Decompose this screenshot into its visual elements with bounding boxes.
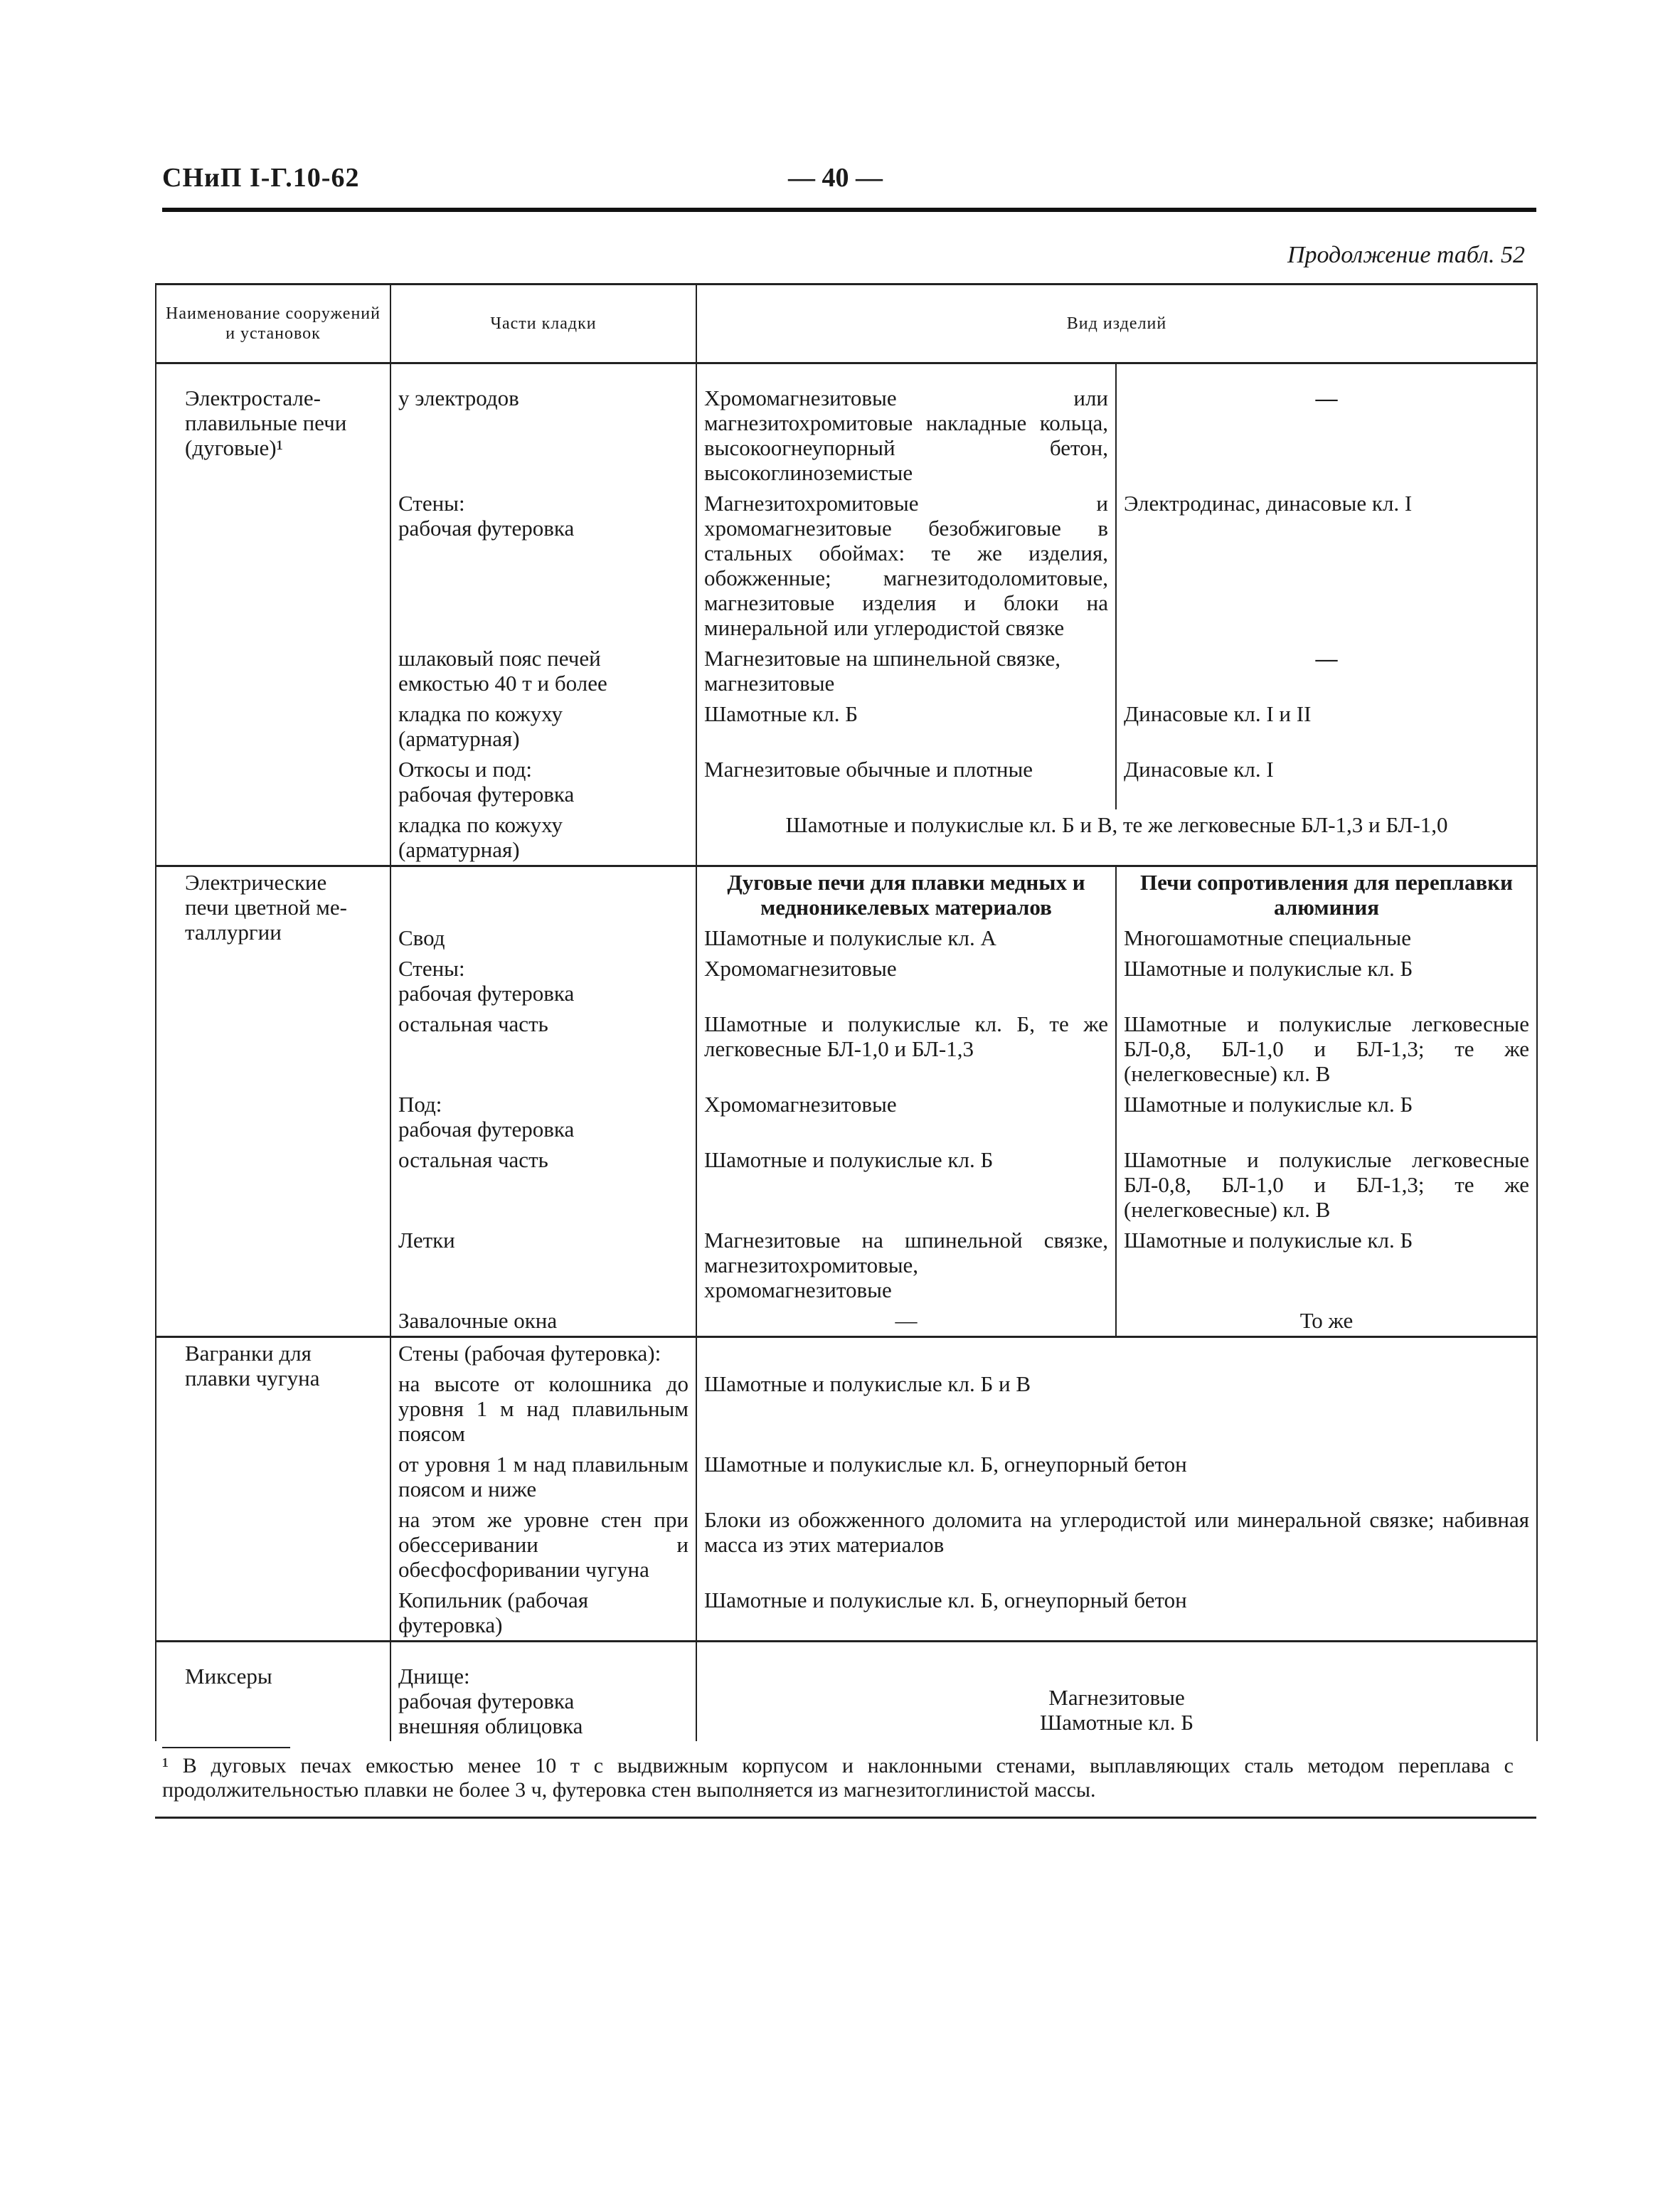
product-cell: — [696,1305,1116,1337]
masonry-part: у электродов [390,363,696,489]
page-header [162,162,1536,205]
product-cell: Шамотные и полукислые легковесные БЛ-0,8, БЛ-1,0 и БЛ-1,3; те же (нелегковесные) кл. В [1116,1009,1537,1089]
masonry-part: Стены: рабочая футеровка [390,953,696,1009]
footnote: ¹ В дуговых печах емкостью менее 10 т с выдвижным корпусом и наклонными стенами, выплавляющих сталь методом переплава с продолжительностью плавки не более 3 ч, футеровка стен выполняется из магнезитоглинистой массы. [162,1754,1514,1802]
masonry-part [390,866,696,923]
column-header-name: Наименование сооружений и установок [156,285,390,363]
subheader-resistance-furnaces: Печи сопротивления для переплавки алюминия [1116,866,1537,923]
column-header-products: Вид изделий [696,285,1537,363]
table-row [156,1337,1537,1369]
masonry-part: на этом же уровне стен при обессеривании и обесфосфоривании чугуна [390,1504,696,1585]
product-cell: Шамотные и полукислые кл. Б, огнеупорный бетон [696,1585,1537,1642]
product-cell: Шамотные и полукислые легковесные БЛ-0,8, БЛ-1,0 и БЛ-1,3; те же (нелегковесные) кл. В [1116,1144,1537,1225]
masonry-part: Под: рабочая футеровка [390,1089,696,1144]
product-cell: Шамотные и полукислые кл. А [696,923,1116,953]
masonry-part: Откосы и под: рабочая футеровка [390,754,696,809]
facility-name: Миксеры [156,1642,390,1742]
facility-name: Вагранки для плавки чугуна [156,1337,390,1642]
masonry-part: остальная часть [390,1009,696,1089]
product-cell: Хромомагнезитовые или магнезитохромитовые накладные кольца, высокоогнеупорный бетон, высокоглиноземистые [696,363,1116,489]
table-header-row [156,285,1537,363]
product-cell: — [1116,363,1537,489]
masonry-part: Днище: рабочая футеровка внешняя облицовка [390,1642,696,1742]
document-code: СНиП I-Г.10-62 [162,163,360,193]
table-row [156,866,1537,923]
masonry-part: Стены (рабочая футеровка): [390,1337,696,1369]
product-cell: Шамотные и полукислые кл. Б и В, те же легковесные БЛ-1,3 и БЛ-1,0 [696,809,1537,866]
product-cell: Хромомагнезитовые [696,953,1116,1009]
masonry-part: Свод [390,923,696,953]
product-cell: Шамотные и полукислые кл. Б [696,1144,1116,1225]
masonry-part: остальная часть [390,1144,696,1225]
masonry-part: Копильник (рабочая футеровка) [390,1585,696,1642]
product-cell: Магнезитовые на шпинельной связке, магнезитохромитовые, хромомагнезитовые [696,1225,1116,1305]
product-cell: Магнезитохромитовые и хромомагнезитовые безобжиговые в стальных обоймах: те же изделия, обожженные; магнезитодоломитовые, магнезитовые изделия и блоки на минеральной или углеродистой связке [696,488,1116,643]
product-cell: То же [1116,1305,1537,1337]
masonry-part: Стены: рабочая футеровка [390,488,696,643]
column-header-parts: Части кладки [390,285,696,363]
masonry-part: кладка по кожуху (арматурная) [390,698,696,754]
footnote-rule [162,1747,290,1748]
subheader-arc-furnaces: Дуговые печи для плавки медных и медноникелевых материалов [696,866,1116,923]
page-number: — 40 — [788,163,883,193]
product-cell: Шамотные и полукислые кл. Б [1116,1089,1537,1144]
masonry-part: кладка по кожуху (арматурная) [390,809,696,866]
product-cell: — [1116,643,1537,698]
product-cell: Шамотные и полукислые кл. Б [1116,1225,1537,1305]
table-continuation-label: Продолжение табл. 52 [1287,242,1525,268]
table-row [156,1642,1537,1742]
masonry-part: Завалочные окна [390,1305,696,1337]
product-cell: Блоки из обожженного доломита на углеродистой или минеральной связке; набивная масса из этих материалов [696,1504,1537,1585]
facility-name: Электростале- плавильные печи (дуговые)¹ [156,363,390,866]
product-cell: Хромомагнезитовые [696,1089,1116,1144]
product-cell: Шамотные и полукислые кл. Б [1116,953,1537,1009]
product-cell: Динасовые кл. I [1116,754,1537,809]
masonry-part: от уровня 1 м над плавильным поясом и ниже [390,1449,696,1504]
product-cell [696,1337,1537,1369]
table-row [156,363,1537,489]
product-cell: Динасовые кл. I и II [1116,698,1537,754]
product-cell: Шамотные и полукислые кл. Б, те же легковесные БЛ-1,0 и БЛ-1,3 [696,1009,1116,1089]
product-cell: Многошамотные специальные [1116,923,1537,953]
masonry-part: шлаковый пояс печей емкостью 40 т и более [390,643,696,698]
materials-table [155,283,1538,1741]
product-cell: Шамотные и полукислые кл. Б и В [696,1368,1537,1449]
masonry-part: на высоте от колошника до уровня 1 м над плавильным поясом [390,1368,696,1449]
product-cell: Магнезитовые на шпинельной связке, магнезитовые [696,643,1116,698]
table-bottom-rule [155,1817,1536,1819]
header-rule [162,208,1536,212]
product-cell: Магнезитовые обычные и плотные [696,754,1116,809]
product-cell: Электродинас, динасовые кл. I [1116,488,1537,643]
product-cell: Шамотные и полукислые кл. Б, огнеупорный бетон [696,1449,1537,1504]
masonry-part: Летки [390,1225,696,1305]
product-cell: Магнезитовые Шамотные кл. Б [696,1642,1537,1742]
product-cell: Шамотные кл. Б [696,698,1116,754]
facility-name: Электрические печи цветной ме- таллургии [156,866,390,1337]
